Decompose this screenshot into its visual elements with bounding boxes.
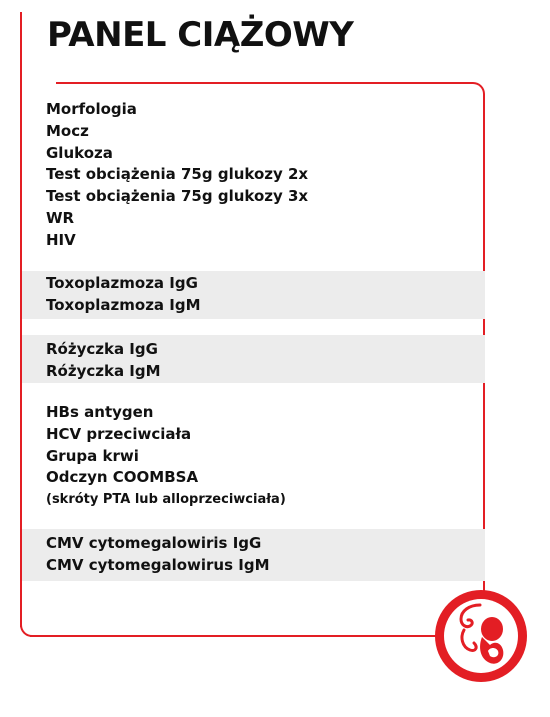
test-group-rozyczka [22, 335, 485, 383]
test-group-toxoplazmoza [22, 271, 485, 319]
test-item-hcv: HCV przeciwciała [46, 424, 192, 443]
pregnancy-logo [434, 589, 528, 683]
test-item-cmv-igg: CMV cytomegalowiris IgG [46, 534, 262, 552]
test-item-toxo-igm: Toxoplazmoza IgM [46, 295, 201, 314]
test-item-morfologia: Morfologia [46, 100, 137, 118]
test-item-hbs: HBs antygen [46, 403, 154, 421]
fetus-icon [434, 589, 528, 683]
test-item-coombs-note: (skróty PTA lub alloprzeciwciała) [46, 492, 286, 508]
test-item-ogtt-3x: Test obciążenia 75g glukozy 3x [46, 187, 309, 206]
test-group-serology [22, 402, 485, 516]
test-item-toxo-igg: Toxoplazmoza IgG [46, 274, 198, 292]
test-item-cmv-igm: CMV cytomegalowirus IgM [46, 555, 270, 574]
test-group-basic [22, 99, 485, 255]
test-item-wr: WR [46, 208, 75, 227]
frame-top-border [56, 82, 472, 84]
test-item-coombs: Odczyn COOMBSA [46, 468, 199, 487]
test-item-ogtt-2x: Test obciążenia 75g glukozy 2x [46, 165, 309, 184]
test-item-rozyczka-igg: Różyczka IgG [46, 340, 158, 358]
test-item-grupa-krwi: Grupa krwi [46, 446, 139, 465]
test-item-rozyczka-igm: Różyczka IgM [46, 361, 161, 380]
page-title: PANEL CIĄŻOWY [47, 15, 354, 55]
test-group-cmv [22, 529, 485, 581]
frame-bottom-border [30, 635, 438, 637]
test-item-glukoza: Glukoza [46, 143, 113, 162]
test-item-mocz: Mocz [46, 121, 89, 140]
test-item-hiv: HIV [46, 230, 76, 249]
